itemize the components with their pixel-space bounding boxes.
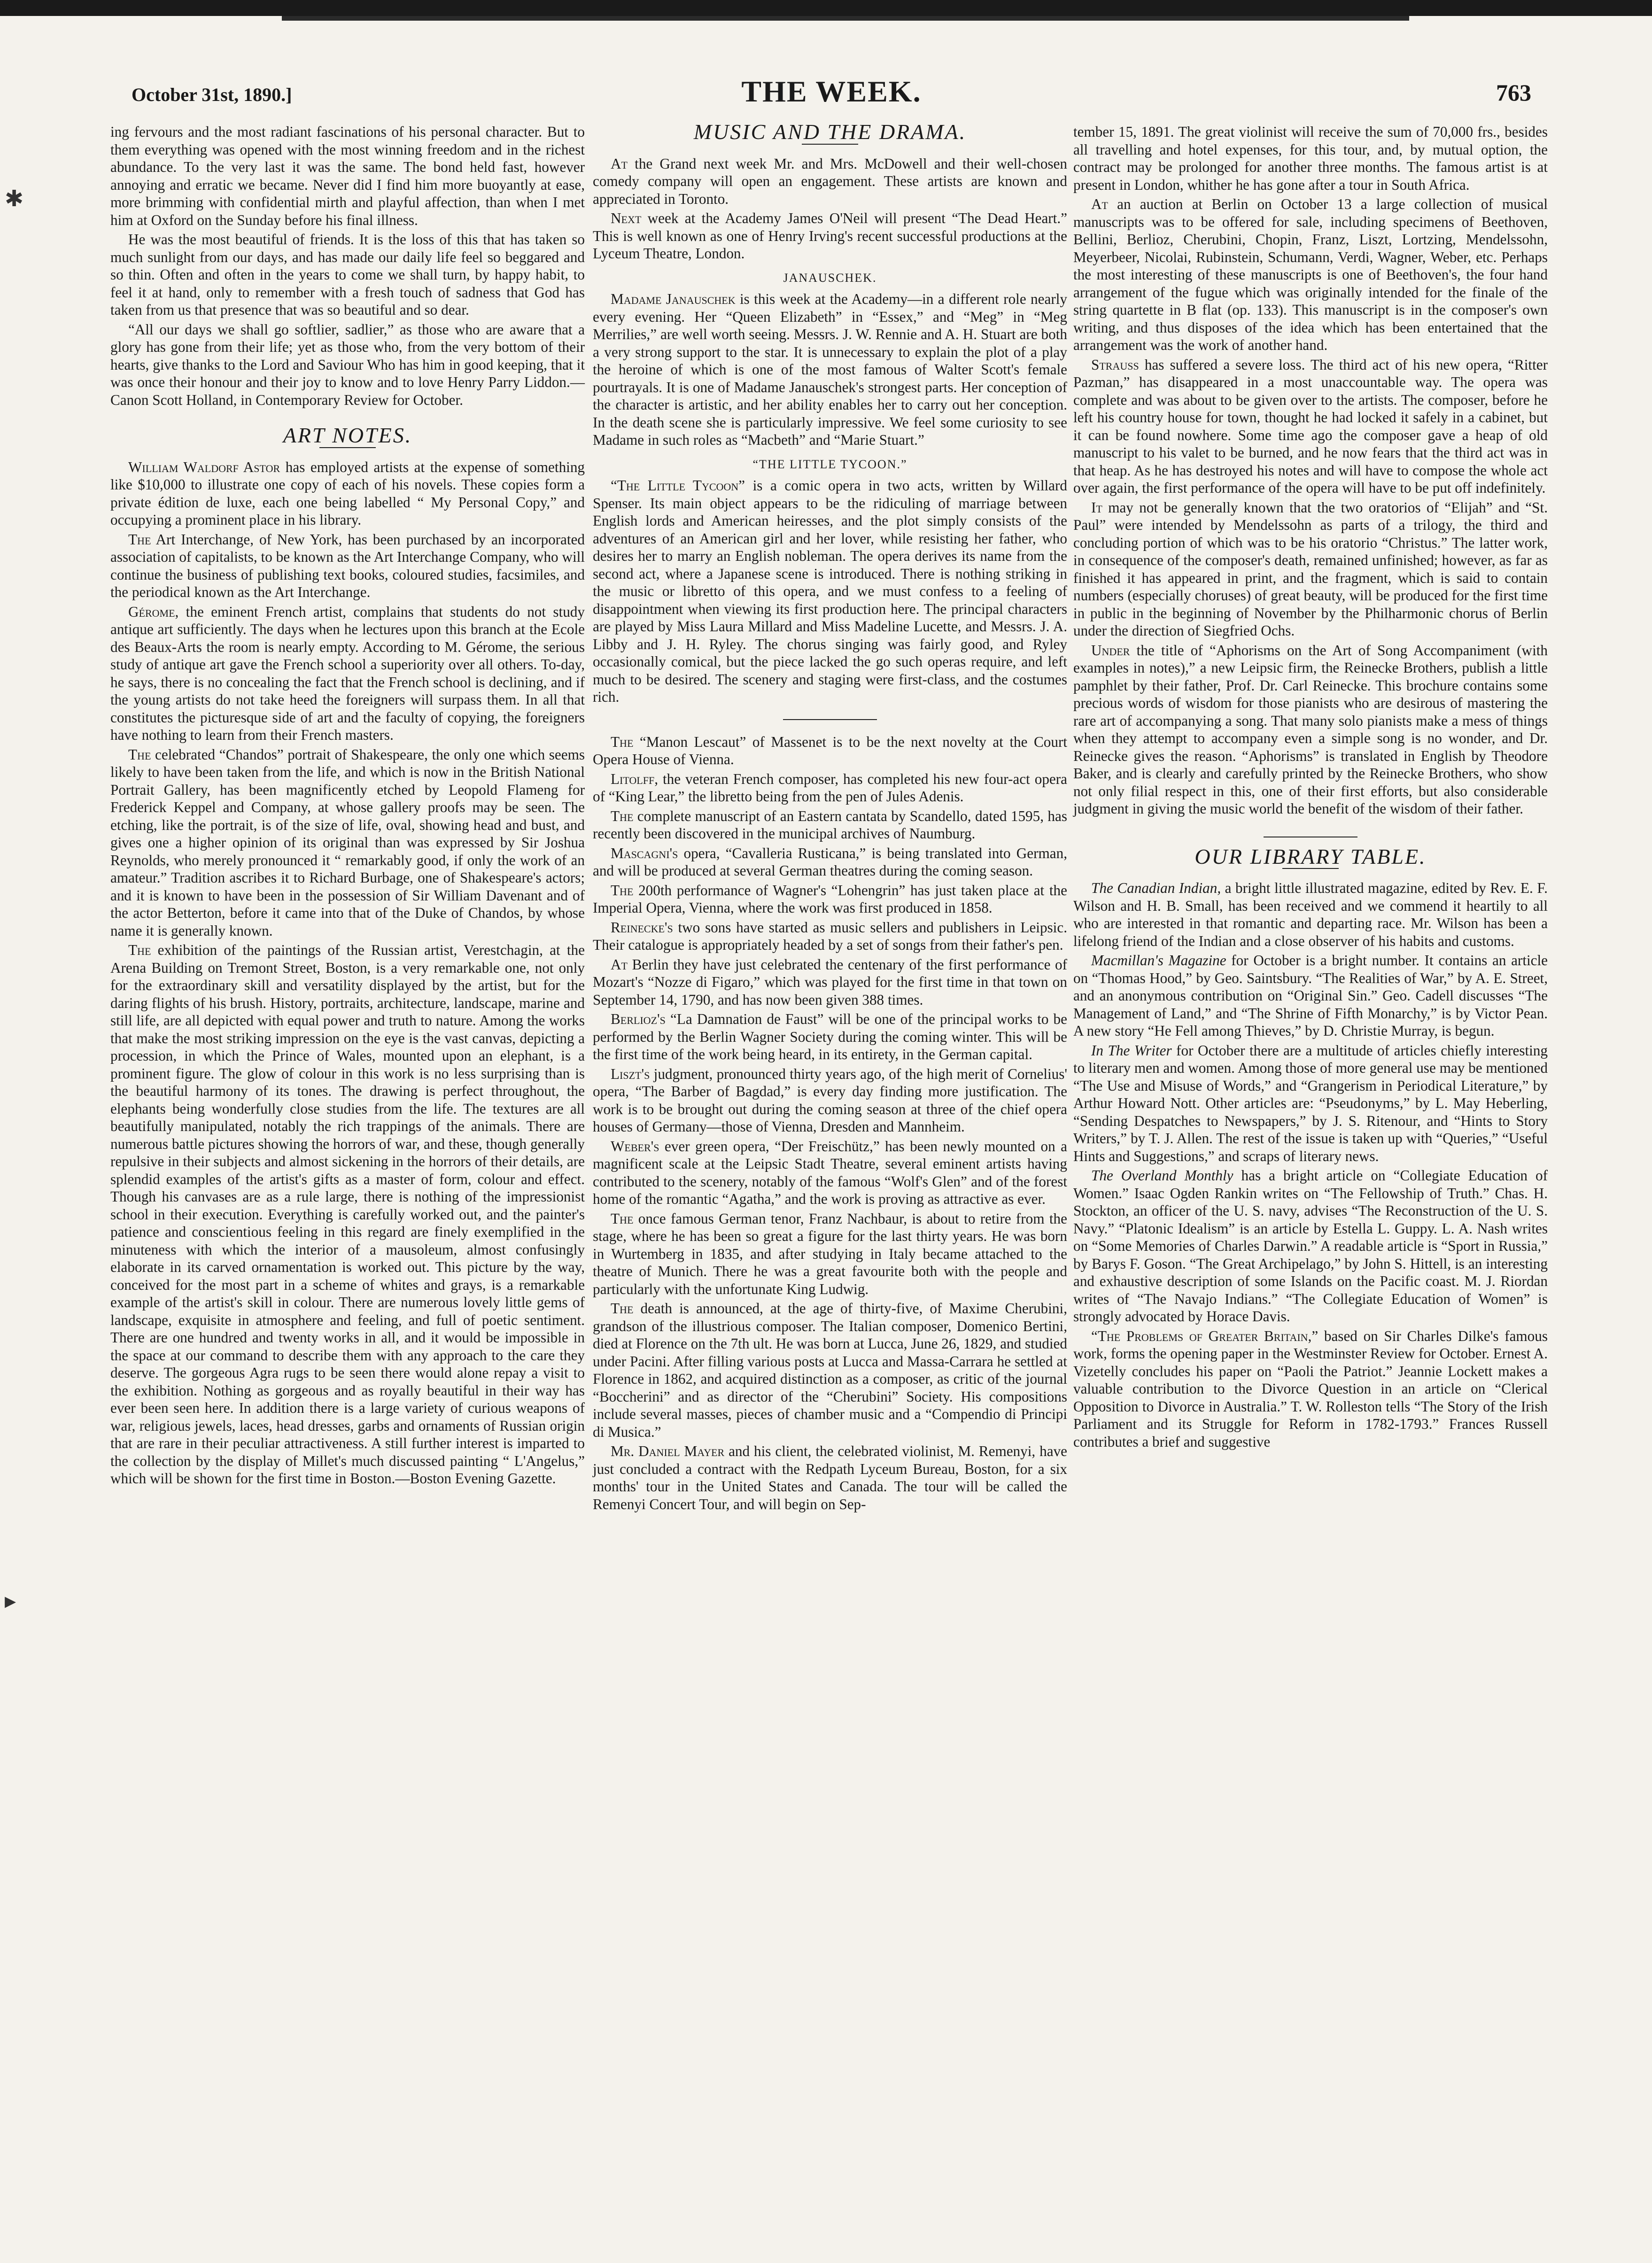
paragraph: William Waldorf Astor has employed artists at the expense of something like $10,000 to illustrate one copy of each of his novels. These copies form a private édition de luxe, each one being labelled “ My Personal Copy,” and occupying a prominent place in his library. [110,458,585,528]
paragraph: The complete manuscript of an Eastern cantata by Scandello, dated 1595, has recently been discovered in the municipal archives of Naumburg. [593,807,1067,842]
paragraph: The once famous German tenor, Franz Nachbaur, is about to retire from the stage, where he has been so great a figure for the last thirty years. He was born in Wurtemberg in 1835, and after studying in Italy became attached to the theatre of Munich. There he was a great favourite both with the people and particularly with the unfortunate King Ludwig. [593,1210,1067,1297]
paragraph: Reinecke's two sons have started as music sellers and publishers in Leipsic. Their catalogue is appropriately headed by a set of songs from their father's pen. [593,919,1067,953]
paragraph: The Overland Monthly has a bright article on “Collegiate Education of Women.” Isaac Ogden Rankin writes on “The Fellowship of Truth.” Chas. H. Stockton, an officer of the U. S. navy, advises “The Reconstruction of the U. S. Navy.” “Platonic Idealism” is an article by Estella L. Guppy. L. A. Nash writes on “Some Memories of Charles Darwin.” A readable article is “Sport in Russia,” by Barys F. Goson. “The Great Archipelago,” by John S. Hittell, is an interesting and exhaustive description of some Islands on the Pacific coast. M. J. Riordan writes of “The Navajo Indians.” “The Collegiate Education of Women” is strongly advocated by Horace Davis. [1073,1167,1548,1325]
divider [783,719,877,720]
paragraph: Litolff, the veteran French composer, has completed his new four-act opera of “King Lear,” the libretto being from the pen of Jules Adenis. [593,770,1067,805]
paragraph: Strauss has suffered a severe loss. The third act of his new opera, “Ritter Pazman,” has disappeared in a most unaccountable way. The opera was complete and was about to be given over to the artists. The composer, before he left his country house for town, thought he had locked it safely in a cabinet, but it can be found nowhere. Some time ago the composer gave a heap of old manuscript to his valet to be burned, and he now fears that the third act was in that heap. As he has destroyed his notes and will have to compose the whole act over again, the first performance of the opera will have to be put off indefinitely. [1073,356,1548,496]
column-2 [593,120,1067,1513]
page-number: 763 [1496,79,1531,106]
margin-mark: ▸ [5,1589,16,1613]
paragraph: “The Little Tycoon” is a comic opera in two acts, written by Willard Spenser. Its main object appears to be the ridiculing of marriage between English lords and American heiresses, and the plot simply consists of the adventures of an American girl and her lover, while resisting her father, who desires her to marry an English nobleman. The opera derives its name from the second act, where a Japanese scene is introduced. There is nothing striking in the music or libretto of this opera, and we must confess to a feeling of disappointment when viewing its first production here. The principal characters are played by Miss Laura Millard and Miss Madeline Lucette, and Messrs. J. A. Libby and J. H. Ryley. The chorus singing was fairly good, and Ryley occasionally comical, but the piece lacked the go such operas require, and left much to be desired. The scenery and staging were first-class, and the costumes rich. [593,477,1067,705]
section-title-library-table: OUR LIBRARY TABLE. [1194,844,1427,868]
paragraph: In The Writer for October there are a multitude of articles chiefly interesting to literary men and women. Among those of more general use may be mentioned “The Use and Misuse of Words,” and “Grangerism in Periodical Literature,” by Arthur Howard Nott. Other articles are: “Pseudonyms,” by L. May Heberling, “Sending Despatches to Newspapers,” by J. S. Ritenour, and “Hints to Story Writers,” by T. J. Allen. The rest of the issue is taken up with “Queries,” “Useful Hints and Suggestions,” and scraps of literary news. [1073,1042,1548,1164]
paragraph: The 200th performance of Wagner's “Lohengrin” has just taken place at the Imperial Opera, Vienna, where the work was first produced in 1858. [593,882,1067,916]
paragraph: tember 15, 1891. The great violinist will receive the sum of 70,000 frs., besides all travelling and hotel expenses, for this tour, and, by mutual option, the contract may be prolonged for another three months. The famous artist is at present in London, whither he has gone after a tour in South Africa. [1073,124,1548,193]
paragraph: Mascagni's opera, “Cavalleria Rusticana,” is being translated into German, and will be produced at several German theatres during the coming season. [593,845,1067,879]
scan-edge-bar-inner [282,16,1409,21]
paragraph: The celebrated “Chandos” portrait of Shakespeare, the only one which seems likely to have been taken from the life, and which is now in the British National Portrait Gallery, has been magnificently etched by Leopold Flameng for Frederick Keppel and Company, at whose gallery proofs may be seen. The etching, like the portrait, is of the size of life, oval, showing head and bust, and gives one a higher opinion of its original than was expressed by Sir Joshua Reynolds, who merely pronounced it “ remarkably good, if only the work of an amateur.” Tradition ascribes it to Richard Burbage, one of Shakespeare's actors; and it is known to have been in the possession of Sir William Davenant and of the actor Betterton, before it came into that of the Duke of Chandos, by whose name it is generally known. [110,746,585,939]
column-3 [1073,123,1548,1450]
paragraph: Gérome, the eminent French artist, complains that students do not study antique art sufficiently. The days when he lectures upon this branch at the Ecole des Beaux-Arts the room is nearly empty. According to M. Gérome, the serious study of antique art gave the French school a superiority over all others. To-day, he says, there is no concealing the fact that the French school is declining, and if the young artists do not take heed the foreigners will surpass them. In all that constitutes the picturesque side of art and the faculty of copying, the foreigners have nothing to learn from their French masters. [110,603,585,743]
paragraph: At an auction at Berlin on October 13 a large collection of musical manuscripts was to be offered for sale, including specimens of Beethoven, Bellini, Berlioz, Cherubini, Chopin, Franz, Liszt, Lortzing, Mendelssohn, Meyerbeer, Nicolai, Rubinstein, Schumann, Verdi, Wagner, Weber, etc. Perhaps the most interesting of these manuscripts is one of Beethoven's, the four hand arrangement of the fugue which was originally intended for the finale of the string quartette in B flat (op. 133). This manuscript is in the composer's own writing, and thus disposes of the idea which has been entertained that the arrangement was the work of another hand. [1073,196,1548,353]
scan-edge-bar [0,0,1652,16]
issue-date: October 31st, 1890.] [132,84,292,105]
paragraph: The exhibition of the paintings of the Russian artist, Verestchagin, at the Arena Building on Tremont Street, Boston, is a very remarkable one, not only for the extraordinary skill and versatility displayed by the artist, but for the daring flights of his brush. History, portraits, architecture, landscape, marine and still life, are all depicted with equal power and truth to nature. Among the works that make the most striking impression on the eye is the vast canvas, depicting a procession, in which the Prince of Wales, mounted upon an elephant, is a prominent figure. The glow of colour in this work is no less surprising than is the beautiful harmony of its tones. The drawing is perfect throughout, the elephants being wonderfully close studies from the life. The textures are all beautifully manipulated, notably the rich trappings of the animals. There are numerous battle pictures showing the horrors of war, and these, though generally repulsive in their subjects and almost sickening in the horrors of their details, are splendid examples of the artist's gifts as a master of form, colour and effect. Though his canvases are as a rule large, there is nothing of the impressionist school in their execution. Everything is carefully worked out, and the painter's patience and conscientious feeling in this regard are finely exemplified in the minuteness with which the interior of a mausoleum, almost confusingly elaborate in its carved ornamentation is worked out. This picture by the way, conceived for the most part in a scheme of whites and grays, is a remarkable example of the artist's skill in colour. There are numerous lovely little gems of landscape, exquisite in atmosphere and feeling, and full of poetic sentiment. There are one hundred and twenty works in all, and it would be impossible in the space at our command to describe them with any approach to the care they deserve. The gorgeous Agra rugs to be seen there would alone repay a visit to the exhibition. Nothing as gorgeous and as royally beautiful in their way has ever been seen here. In addition there is a large variety of curious weapons of war, religious jewels, laces, head dresses, garbs and ornaments of Russian origin that are rare in their peculiar attractiveness. A still further interest is imparted to the collection by the display of Millet's much discussed painting “ L'Angelus,” which will be shown for the first time in Boston.—Boston Evening Gazette. [110,942,585,1487]
paragraph: Liszt's judgment, pronounced thirty years ago, of the high merit of Cornelius' opera, “The Barber of Bagdad,” is every day finding more justification. The work is to be brought out during the coming season at three of the chief opera houses of Germany—those of Vienna, Dresden and Mannheim. [593,1065,1067,1135]
paragraph: At Berlin they have just celebrated the centenary of the first performance of Mozart's “Nozze di Figaro,” which was played for the first time in that town on September 14, 1790, and has now been given 388 times. [593,956,1067,1008]
paragraph: Under the title of “Aphorisms on the Art of Song Accompaniment (with examples in notes),” a new Leipsic firm, the Reinecke Brothers, publish a little pamphlet by their father, Prof. Dr. Carl Reinecke. This brochure contains some precious words of wisdom for those pianists who are desirous of mastering the rare art of accompanying a song. That many solo pianists make a mess of things when they attempt to accompany even a simple song is no wonder, and Dr. Reinecke gives the reason. “Aphorisms” is translated in English by Theodore Baker, and is clearly and carefully printed by the Reinecke Brothers, who show not only filial respect in this, one of their first efforts, but also considerable judgment in giving the music world the benefit of the wisdom of their father. [1073,642,1548,817]
paragraph: ing fervours and the most radiant fascinations of his personal character. But to them everything was opened with the most winning freedom and in the richest abundance. To the very last it was the same. The bond held fast, however annoying and erratic we became. Never did I find him more buoyantly at ease, more brimming with confidential mirth and playful affection, than when I met him at Oxford on the Sunday before his final illness. [110,124,585,228]
publication-title: THE WEEK. [741,75,922,108]
paragraph: The death is announced, at the age of thirty-five, of Maxime Cherubini, grandson of the illustrious composer. The Italian composer, Domenico Bertini, died at Florence on the 7th ult. He was born at Lucca, June 26, 1829, and studied under Pacini. After filling various posts at Lucca and Massa-Carrara he settled at Florence in 1862, and acquired distinction as a composer, as critic of the journal “Boccherini” and as director of the “Cherubini” Society. His compositions include several masses, pieces of chamber music and a “Compendio di Principi di Musica.” [593,1300,1067,1440]
paragraph: At the Grand next week Mr. and Mrs. McDowell and their well-chosen comedy company will open an engagement. These artists are known and appreciated in Toronto. [593,155,1067,207]
paragraph: Next week at the Academy James O'Neil will present “The Dead Heart.” This is well known as one of Henry Irving's recent successful productions at the Lyceum Theatre, London. [593,210,1067,262]
paragraph: The Canadian Indian, a bright little illustrated magazine, edited by Rev. E. F. Wilson and H. B. Small, has been received and we commend it heartily to all who are interested in that romantic and departing race. Mr. Wilson has been a lifelong friend of the Indian and a close observer of his habits and customs. [1073,880,1548,949]
paragraph: He was the most beautiful of friends. It is the loss of this that has taken so much sunlight from our days, and has made our daily life feel so beggared and so thin. Often and often in the years to come we shall turn, by happy habit, to feel it at hand, only to remember with a fresh touch of sadness that God has taken from us that presence that was so beautiful and so dear. [110,231,585,318]
paragraph: Berlioz's “La Damnation de Faust” will be one of the principal works to be performed by the Berlin Wagner Society during the coming winter. This will be the first time of the work being heard, in its entirety, in the German capital. [593,1011,1067,1062]
paragraph: The “Manon Lescaut” of Massenet is to be the next novelty at the Court Opera House of Vienna. [593,733,1067,767]
section-title-art-notes: ART NOTES. [283,423,412,447]
column-1 [110,123,585,1488]
paragraph: Weber's ever green opera, “Der Freischütz,” has been newly mounted on a magnificent scale at the Leipsic Stadt Theatre, several eminent artists having contributed to the scenery, notably of the famous “Wolf's Glen” and of the forest home of the romantic “Agatha,” and the work is proving as attractive as ever. [593,1138,1067,1207]
paragraph: “All our days we shall go softlier, sadlier,” as those who are aware that a glory has gone from their life; yet as those who, from the very bottom of their hearts, give thanks to the Lord and Saviour Who has him in good keeping, that it was once their honour and their joy to know and to love Henry Parry Liddon.—Canon Scott Holland, in Contemporary Review for October. [110,321,585,408]
margin-mark: ✱ [5,186,24,211]
paragraph: The Art Interchange, of New York, has been purchased by an incorporated association of capitalists, to be known as the Art Interchange Company, who will continue the business of publishing text books, coloured studies, facsimiles, and the periodical known as the Art Interchange. [110,531,585,600]
subheading-janauschek: JANAUSCHEK. [783,271,877,285]
paragraph: “The Problems of Greater Britain,” based on Sir Charles Dilke's famous work, forms the opening paper in the Westminster Review for October. Ernest A. Vizetelly concludes his paper on “Paoli the Patriot.” Jeannie Lockett makes a valuable contribution to the Divorce Question in an article on “Clerical Opposition to Divorce in Australia.” T. W. Rolleston tells “The Story of the Irish Parliament and its Struggle for Reform in 1782-1793.” Frances Russell contributes a brief and suggestive [1073,1327,1548,1450]
paragraph: It may not be generally known that the two oratorios of “Elijah” and “St. Paul” were intended by Mendelssohn as parts of a trilogy, the third and concluding portion of which was to be his oratorio “Christus.” The latter work, in consequence of the composer's death, remained unfinished; however, as far as finished it has appeared in print, and the fragment, which is said to contain numbers (especially choruses) of great beauty, will be produced for the first time in public in the beginning of November by the Philharmonic chorus of Berlin under the direction of Siegfried Ochs. [1073,499,1548,639]
section-title-music-drama: MUSIC AND THE DRAMA. [693,120,967,144]
paragraph: Macmillan's Magazine for October is a bright number. It contains an article on “Thomas Hood,” by Geo. Saintsbury. “The Realities of War,” by A. E. Street, and an anonymous contribution on “Original Sin.” Geo. Cadell discusses “The Management of Land,” and “The Shrine of Fifth Monarchy,” is by Victor Pean. A new story “He Fell among Thieves,” by D. Christie Murray, is begun. [1073,952,1548,1039]
page-header [113,70,1550,117]
subheading-little-tycoon: “THE LITTLE TYCOON.” [752,457,907,471]
paragraph: Mr. Daniel Mayer and his client, the celebrated violinist, M. Remenyi, have just concluded a contract with the Redpath Lyceum Bureau, Boston, for a six months' tour in the United States and Canada. The tour will be called the Remenyi Concert Tour, and will begin on Sep- [593,1443,1067,1512]
paragraph: Madame Janauschek is this week at the Academy—in a different role nearly every evening. Her “Queen Elizabeth” in “Essex,” and “Meg” in “Meg Merrilies,” are well worth seeing. Messrs. J. W. Rennie and A. H. Stuart are both a very strong support to the star. It is unnecessary to explain the plot of a play the heroine of which is one of the most famous of Walter Scott's female pourtrayals. It is one of Madame Janauschek's strongest parts. Her conception of the character is artistic, and her ability enables her to carry out her conception. In the death scene she is particularly impressive. We feel some curiosity to see Madame in such roles as “Macbeth” and “Marie Stuart.” [593,291,1067,448]
